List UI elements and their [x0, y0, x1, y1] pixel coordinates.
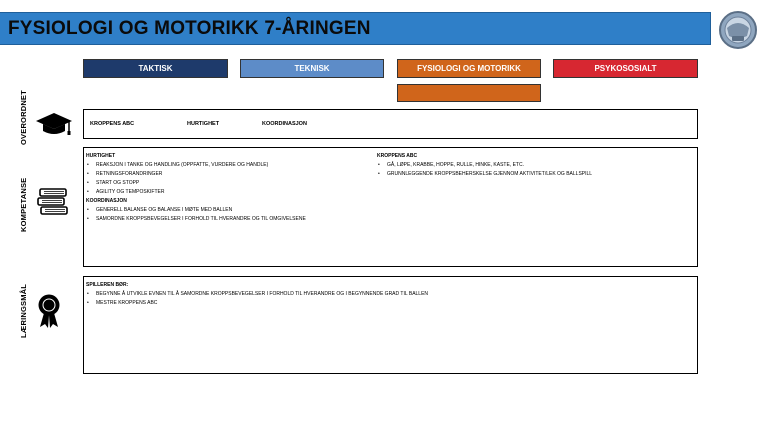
laeringsmal-box: [83, 276, 698, 374]
section-label-kompetanse: KOMPETANSE: [19, 177, 28, 232]
tab-taktisk[interactable]: TAKTISK: [83, 59, 228, 78]
graduation-cap-icon: [34, 111, 74, 137]
list-item: • RETNINGSFORANDRINGER: [86, 170, 366, 179]
list-item: • AGILITY OG TEMPOSKIFTER: [86, 188, 366, 197]
tab-teknisk[interactable]: TEKNISK: [240, 59, 384, 78]
tab-fysiologi-og-motorikk[interactable]: FYSIOLOGI OG MOTORIKK: [397, 59, 541, 78]
kompetanse-left-column: [86, 152, 366, 224]
sub-tab-fysiologi[interactable]: [397, 84, 541, 102]
group-heading: SPILLEREN BØR:: [86, 282, 129, 288]
kompetanse-right-column: [377, 152, 677, 179]
kompetanse-box: [83, 147, 698, 267]
books-icon: [37, 187, 69, 217]
list-item: • MESTRE KROPPENS ABC: [86, 299, 428, 308]
tab-psykososialt[interactable]: PSYKOSOSIALT: [553, 59, 698, 78]
list-item: • GRUNNLEGGENDE KROPPSBEHERSKELSE GJENNOM AKTIVITET/LEK OG BALLSPILL: [377, 170, 677, 179]
overordnet-item: HURTIGHET: [187, 121, 220, 127]
list-item: • START OG STOPP: [86, 179, 366, 188]
group-heading: KOORDINASJON: [86, 198, 127, 204]
list-item: • GENERELL BALANSE OG BALANSE I MØTE MED BALLEN: [86, 206, 366, 215]
group-heading: HURTIGHET: [86, 153, 116, 159]
overordnet-box: [83, 109, 698, 139]
list-item: • GÅ, LØPE, KRABBE, HOPPE, RULLE, HINKE, KASTE, ETC.: [377, 161, 677, 170]
list-item: • BEGYNNE Å UTVIKLE EVNEN TIL Å SAMORDNE KROPPSBEVEGELSER I FORHOLD TIL HVERANDRE OG I BEGYNNENDE GRAD TIL BALLEN: [86, 290, 428, 299]
section-label-overordnet: OVERORDNET: [19, 90, 28, 145]
section-label-laeringsmal: LÆRINGSMÅL: [19, 283, 28, 338]
award-ribbon-icon: [38, 293, 60, 329]
title-bar: [0, 12, 711, 45]
overordnet-item: KOORDINASJON: [262, 121, 307, 127]
page-title: FYSIOLOGI OG MOTORIKK 7-ÅRINGEN: [8, 18, 371, 39]
list-item: • REAKSJON I TANKE OG HANDLING (OPPFATTE, VURDERE OG HANDLE): [86, 161, 366, 170]
group-heading: KROPPENS ABC: [377, 153, 418, 159]
laeringsmal-content: [86, 281, 428, 308]
club-logo: [717, 10, 759, 50]
list-item: • SAMORDNE KROPPSBEVEGELSER I FORHOLD TIL HVERANDRE OG TIL OMGIVELSENE: [86, 215, 366, 224]
overordnet-item: KROPPENS ABC: [90, 121, 135, 127]
